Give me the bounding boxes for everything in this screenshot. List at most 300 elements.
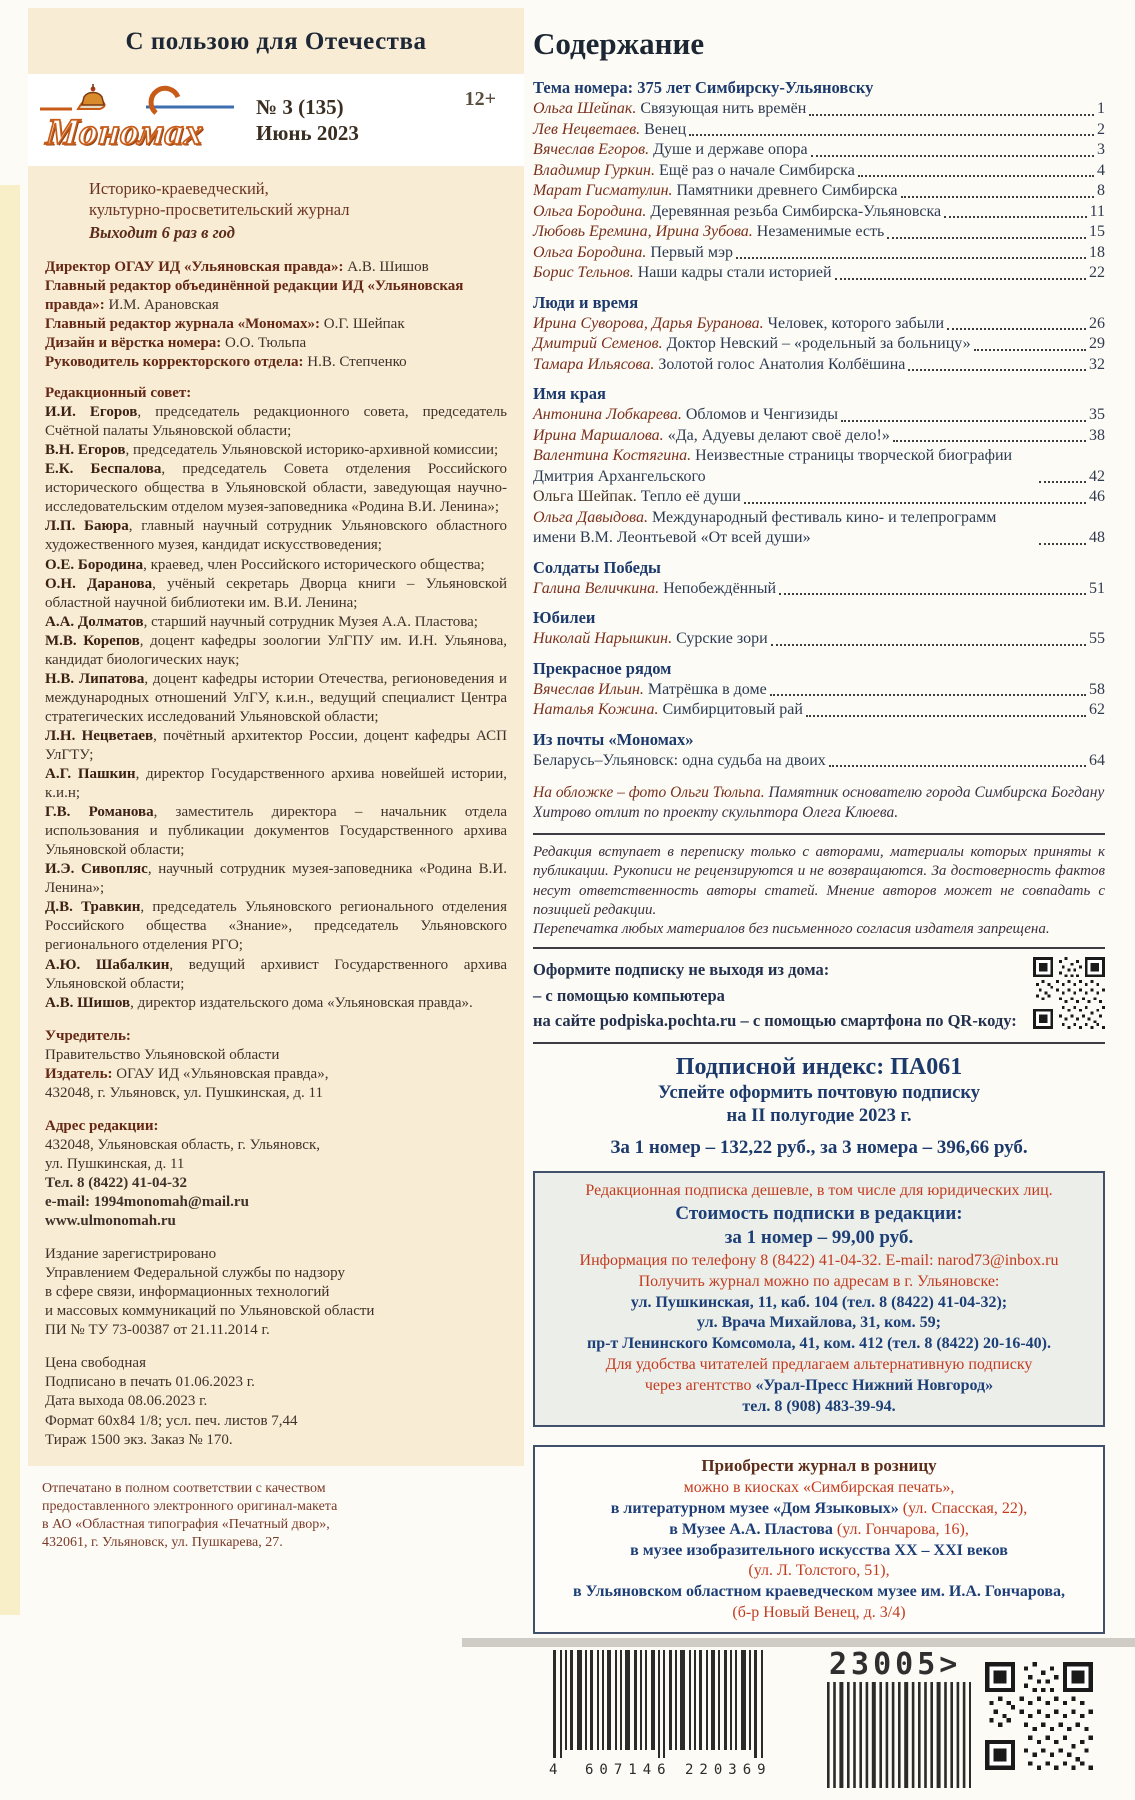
board-member [45,860,507,898]
toc-entry-text [533,120,686,141]
staff-entry [45,277,507,315]
toc-entry-title: Деревянная резьба Симбирска-Ульяновска [650,202,942,220]
printing-house-line: 432061, г. Ульяновск, ул. Пушкарева, 27. [42,1535,283,1551]
toc-entry [533,680,1105,701]
toc-entry-author: Любовь Еремина, Ирина Зубова. [533,223,757,240]
dotted-leader [811,155,1094,157]
subscribe-home-line: – с помощью компьютера [533,985,725,1005]
motto-block [28,8,524,74]
subscription-box-line [545,1272,1093,1293]
text-segment: в литературном музее «Дом Языковых» [610,1500,903,1518]
subscription-box-line [545,1334,1093,1355]
board-member-name: М.В. Корепов [45,632,140,649]
board-member-name: Д.В. Травкин [45,899,141,916]
text-segment: Получить журнал можно по адресам в г. Ульяновске: [638,1272,1000,1290]
text-segment: (ул. Л. Толстого, 51), [748,1562,890,1580]
registration-line: в сфере связи, информационных технологий [45,1284,330,1301]
toc-section [533,558,1105,600]
dotted-leader [858,175,1094,177]
toc-entry [533,99,1105,120]
toc-entry-text [533,314,944,335]
toc-entry-title: Обломов и Ченгизиды [685,406,839,423]
subtitle-line: культурно-просветительский журнал [89,200,350,220]
address-label: Адрес редакции: [45,1117,159,1134]
registration-line: Управлением Федеральной службы по надзору [45,1265,345,1282]
staff-value: И.М. Арановская [104,296,219,313]
toc-page-number: 48 [1089,529,1105,546]
board-member-name: О.Е. Бородина [45,556,144,573]
toc-entry-author: Борис Тельнов. [533,264,638,281]
toc-entry-title: Первый мэр [650,243,734,261]
staff-list [45,258,507,372]
board-member-role: , председатель редакционного совета, председатель Счётной палаты Ульяновской области; [45,404,507,440]
print-info-line: Формат 60х84 1/8; усл. печ. листов 7,44 [45,1412,298,1429]
dotted-leader [901,196,1094,198]
subtitle-line: Историко-краеведческий, [89,179,269,198]
board-member-name: А.В. Шишов [45,994,131,1011]
board-member [45,556,507,575]
board-member [45,994,507,1013]
subscribe-from-home-block [533,957,1105,1034]
staff-value: А.В. Шишов [343,258,429,275]
toc-section [533,293,1105,376]
print-info-line: Подписано в печать 01.06.2023 г. [45,1374,255,1391]
toc-entry-author: Антонина Лобкарева. [533,406,686,423]
text-segment: пр-т Ленинского Комсомола, 41, ком. 412 (тел. 8 (8422) 20-16-40). [586,1335,1051,1353]
address-line: ул. Пушкинская, д. 11 [45,1155,185,1172]
dotted-leader [947,328,1086,330]
toc-page-number: 58 [1089,680,1105,698]
board-member [45,803,507,860]
board-member-name: Л.П. Баюра [45,518,129,535]
board-member-role: , заместитель директора – начальник отдела использования и публикации документов Государственного архива Ульяновской области; [45,804,507,859]
cover-note-segment: Памятник основателю города Симбирска Богдану Хитрово отлит по проекту скульптора Олега Клюева. [533,784,1105,822]
toc-entry [533,700,1105,721]
board-member-name: О.Н. Даранова [45,575,153,592]
staff-label: Дизайн и вёрстка номера: [45,335,222,352]
board-member [45,632,507,670]
toc-page-number: 55 [1089,630,1105,647]
retail-box-line [545,1478,1093,1499]
print-run-block [45,1354,507,1449]
publisher-address: 432048, г. Ульяновск, ул. Пушкинская, д. 11 [45,1084,323,1101]
toc-entry-author: Тамара Ильясова. [533,355,659,373]
toc-page-number: 42 [1089,467,1105,485]
toc-entry-title: Ещё раз о начале Симбирска [658,161,855,179]
print-info-line: Дата выхода 08.06.2023 г. [45,1393,208,1410]
founder-value: Правительство Ульяновской области [45,1046,280,1063]
staff-entry [45,315,507,334]
text-segment: ул. Пушкинская, 11, каб. 104 (тел. 8 (8422) 41-04-32); [630,1293,1008,1311]
scan-edge-bottom [462,1638,1135,1647]
board-member [45,898,507,955]
subscription-cta-line1: Успейте оформить почтовую подписку [657,1082,981,1103]
registration-line: и массовых коммуникаций по Ульяновской области [45,1303,375,1320]
toc-entry-text [533,700,803,721]
cover-note-segment: На обложке – фото Ольги Тюльпа. [533,784,769,801]
toc-page-number: 22 [1089,264,1105,281]
table-of-contents-column [533,26,1105,1800]
subscription-box-line [545,1293,1093,1314]
toc-entry-title: Венец [644,120,687,138]
retail-box-line [545,1499,1093,1520]
toc-section [533,384,1105,549]
board-member [45,956,507,994]
text-segment: (ул. Гончарова, 16), [836,1520,969,1538]
founder-block [45,1027,507,1103]
retail-box-line [545,1561,1093,1582]
dotted-leader [835,278,1086,280]
logo-wordmark: Мономах [44,112,206,153]
barcodes-row [533,1650,1105,1800]
board-member-role: , доцент кафедры зоологии УлГПУ им. И.Н. Ульянова, кандидат биологических наук; [45,632,507,668]
dotted-leader [1039,543,1086,545]
text-segment: можно в киосках «Симбирская печать», [683,1479,955,1497]
toc-entry-title: Неизвестные страницы творческой биографии Дмитрия Архангельского [533,447,1013,485]
retail-box-line [545,1603,1093,1624]
text-segment: Редакционная подписка дешевле, в том числе для юридических лиц. [585,1181,1053,1199]
toc-entry-author: Дмитрий Семенов. [533,335,667,352]
toc-entry-author: Лев Нецветаев. [533,120,645,138]
divider [533,833,1105,835]
printing-house-block [42,1480,524,1553]
dotted-leader [944,216,1086,218]
toc-page-number: 38 [1089,426,1105,444]
toc-entry [533,334,1105,355]
toc-entry-author: Вячеслав Егоров. [533,141,654,158]
toc-entry [533,140,1105,161]
magazine-motto: С пользою для Отечества [125,28,427,55]
printing-house-line: в АО «Областная типография «Печатный двор», [42,1516,330,1532]
toc-page-number: 2 [1097,120,1105,138]
staff-label: Руководитель корректорского отдела: [45,354,304,371]
address-line: 432048, Ульяновская область, г. Ульяновск, [45,1136,320,1153]
toc-entry-text [533,508,1036,549]
toc-entry-text [533,334,971,355]
board-member-role: , научный сотрудник музея-заповедника «Родина В.И. Ленина»; [45,861,507,897]
toc-entry [533,426,1105,447]
board-member-name: Н.В. Липатова [45,670,145,687]
toc-entry-author: Галина Величкина. [533,579,664,597]
toc-entry-title: Сурские зори [676,630,768,647]
divider [533,947,1105,949]
toc-entry [533,314,1105,335]
toc-entry-author: Николай Нарышкин. [533,630,677,647]
text-segment: ул. Врача Михайлова, 31, ком. 59; [696,1314,941,1332]
staff-entry [45,258,507,277]
toc-section [533,78,1105,284]
toc-entry [533,579,1105,600]
toc-section-header: Люди и время [533,292,639,312]
colophon-column [28,8,524,1552]
toc-page-number: 46 [1089,488,1105,505]
toc-page-number: 18 [1089,243,1105,261]
toc-entry-text [533,355,905,376]
board-member [45,727,507,765]
toc-page-number: 35 [1089,406,1105,423]
toc-entry-author: Ирина Маршалова. [533,426,668,444]
svg-text:23005>: 23005> [829,1649,962,1682]
toc-entry-text [533,751,826,772]
text-segment: Для удобства читателей предлагаем альтернативную подписку [605,1356,1033,1374]
toc-page-number: 1 [1097,100,1105,117]
board-member-name: Е.К. Беспалова [45,461,162,478]
registration-line: Издание зарегистрировано [45,1246,217,1263]
subscribe-home-lines [533,957,1017,1034]
dotted-leader [736,257,1086,259]
svg-text:4: 4 [549,1761,558,1778]
toc-entry-title: Человек, которого забыли [767,314,945,332]
toc-entry [533,202,1105,223]
toc-entry-title: Наши кадры стали историей [637,264,832,281]
board-member [45,460,507,517]
toc-page-number: 64 [1089,751,1105,769]
founder-label: Учредитель: [45,1027,131,1044]
board-member-role: , председатель Совета отделения Российского исторического общества в Ульяновской области, заведующая научно-исследовательским отделом музея-заповедника «Родина В.И. Ленина»; [45,461,508,516]
toc-entry [533,508,1105,549]
toc-entry-author: Владимир Гуркин. [533,161,659,179]
colophon-body [28,166,524,1466]
board-member-role: , старший научный сотрудник Музея А.А. Пластова; [143,613,478,630]
subscribe-home-line: Оформите подписку не выходя из дома: [533,960,830,980]
toc-section-header: Юбилеи [533,608,596,627]
toc-entry [533,161,1105,182]
toc-entry-author: Марат Гисматулин. [533,182,677,199]
board-member-role: , председатель Ульяновской историко-архивной комиссии; [125,442,499,459]
toc-entry-title: Доктор Невский – «родельный за больницу» [666,335,971,352]
toc-page-number: 8 [1097,182,1105,199]
toc-page-number: 26 [1089,314,1105,332]
board-member-name: В.Н. Егоров [45,442,126,459]
subscription-box-line [545,1355,1093,1376]
toc-entry-text [533,222,884,243]
toc-entry-author: Ольга Шейпак. [533,488,641,505]
toc-entry-title: Тепло её души [640,488,741,505]
toc-entry-author: Ольга Шейпак. [533,100,641,117]
toc-page-number: 11 [1089,202,1105,220]
text-segment: Стоимость подписки в редакции: [675,1202,963,1224]
dotted-leader [841,420,1086,422]
board-member [45,575,507,613]
editorial-disclaimer [533,843,1105,939]
age-rating-badge: 12+ [464,88,496,110]
toc-section-header: Солдаты Победы [533,557,661,577]
toc-entry-title: Золотой голос Анатолия Колбёшина [658,355,906,373]
toc-entry-text [533,161,855,182]
subscription-index: Подписной индекс: ПА061 [675,1053,963,1080]
board-member-name: А.Ю. Шабалкин [45,956,170,973]
retail-box-line [545,1541,1093,1562]
subscription-prices: За 1 номер – 132,22 руб., за 3 номера – 396,66 руб. [610,1136,1028,1158]
dotted-leader [779,593,1086,595]
toc-entry-author: Ольга Давыдова. [533,508,652,526]
toc-entry-author: Ольга Бородина. [533,243,651,261]
toc-section-header: Имя края [533,384,606,403]
dotted-leader [887,237,1086,239]
staff-value: Н.В. Степченко [303,354,407,371]
toc-section-header: Тема номера: 375 лет Симбирску-Ульяновску [533,78,874,97]
issue-month: Июнь 2023 [256,121,359,145]
board-member [45,613,507,632]
postal-barcode [821,1650,971,1790]
divider [533,1042,1105,1044]
text-segment: «Урал-Пресс Нижний Новгород» [755,1376,994,1394]
staff-entry [45,334,507,353]
text-segment: (б-р Новый Венец, д. 3/4) [732,1604,906,1622]
scan-edge-strip [0,185,20,1615]
toc-entry-text [533,487,741,508]
toc-entry-text [533,181,898,202]
dotted-leader [689,134,1094,136]
toc-entry-text [533,243,733,264]
toc-title: Содержание [533,26,705,61]
text-segment: тел. 8 (908) 483-39-94. [742,1397,896,1415]
publication-frequency: Выходит 6 раз в год [89,222,235,242]
board-member-name: А.Г. Пашкин [45,766,136,783]
subscription-box-line [545,1226,1093,1251]
masthead-band [28,74,524,166]
staff-label: Главный редактор объединённой редакции ИД «Ульяновская правда»: [45,277,464,313]
toc-entry-title: Международный фестиваль кино- и телепрограмм имени В.М. Леонтьевой «От всей души» [533,508,997,546]
disclaimer-paragraph: Перепечатка любых материалов без письменного согласия издателя запрещена. [533,921,1050,938]
retail-box-line [545,1455,1093,1478]
board-member-role: , краевед, член Российского исторического общества; [143,556,485,573]
phone-number: Тел. 8 (8422) 41-04-32 [45,1174,187,1191]
toc-entry [533,446,1105,487]
text-segment: через агентство [644,1376,756,1394]
retail-box-line [545,1520,1093,1541]
toc-entry-title: Беларусь–Ульяновск: одна судьба на двоих [533,751,826,769]
toc-entry-text [533,202,941,223]
toc-page-number: 4 [1097,161,1105,179]
board-member-name: Г.В. Романова [45,804,154,821]
toc-entry-text [533,579,776,600]
dotted-leader [806,715,1086,717]
subscription-box-line [545,1202,1093,1227]
toc-page-number: 32 [1089,355,1105,373]
toc-entry-text [533,426,890,447]
toc-entry [533,243,1105,264]
magazine-subtitle [89,178,507,221]
toc-entry [533,355,1105,376]
board-member-role: , ведущий архивист Государственного архива Ульяновской области; [45,956,507,992]
toc-section [533,730,1105,772]
board-member [45,441,507,460]
board-member [45,517,507,555]
staff-value: О.Г. Шейпак [320,315,405,332]
toc-page-number: 62 [1089,701,1105,718]
text-segment: в музее изобразительного искусства XX – XXI веков [630,1541,1008,1559]
toc-entry-text [533,263,832,284]
board-member-name: А.А. Долматов [45,613,144,630]
toc-section-header: Прекрасное рядом [533,658,672,678]
toc-entry [533,487,1105,508]
board-member-role: , директор издательского дома «Ульяновская правда». [130,994,473,1011]
print-info-line: Тираж 1500 экз. Заказ № 170. [45,1431,233,1448]
subscribe-home-line: на сайте podpiska.pochta.ru – с помощью смартфона по QR-коду: [533,1011,1017,1031]
toc-entry-text [533,446,1036,487]
toc-entry-title: Непобеждённый [663,579,777,597]
dotted-leader [829,765,1086,767]
board-member-role: , почётный архитектор России, доцент кафедры АСП УлГТУ; [45,727,507,763]
email-address: e-mail: 1994monomah@mail.ru [45,1194,249,1211]
toc-entry-text [533,405,838,426]
dotted-leader [744,502,1086,504]
toc-page-number: 29 [1089,335,1105,352]
board-member-role: , учёный секретарь Дворца книги – Ульяновской областной научной библиотеки им. В.И. Ленина; [45,575,507,611]
subscription-box-line [545,1313,1093,1334]
toc-page-number: 51 [1089,579,1105,597]
dotted-leader [893,440,1086,442]
toc-entry-text [533,680,767,701]
dotted-leader [1039,481,1086,483]
toc-entry [533,629,1105,650]
svg-text:220369: 220369 [685,1761,772,1778]
text-segment: за 1 номер – 99,00 руб. [724,1227,914,1249]
toc-entry-text [533,140,808,161]
toc-section [533,659,1105,721]
toc-page-number: 3 [1097,141,1105,158]
toc-entry-author: Наталья Кожина. [533,701,663,718]
website-url: www.ulmonomah.ru [45,1213,176,1230]
text-segment: Информация по телефону 8 (8422) 41-04-32. E-mail: narod73@inbox.ru [579,1252,1059,1270]
toc-entry-author: Вячеслав Ильин. [533,680,648,698]
disclaimer-paragraph: Редакция вступает в переписку только с авторами, материалы которых приняты к публикации. Рукописи не рецензируются и не возвращаются. За достоверность фактов несут ответственность авторы статей. Мнение авторов может не совпадать с позицией редакции. [533,844,1105,918]
publisher-label: Издатель: [45,1065,113,1082]
toc-entry [533,263,1105,284]
toc-page-number: 15 [1089,223,1105,240]
toc-entry [533,222,1105,243]
toc-entry [533,405,1105,426]
toc-entry-title: Незаменимые есть [756,223,885,240]
editorial-board-title: Редакционный совет: [45,385,192,402]
qr-code-icon [985,1662,1093,1770]
dotted-leader [974,349,1086,351]
board-member-role: , доцент кафедры истории Отечества, регионоведения и международных отношений УлГУ, к.и.н., ведущий специалист Центра стратегических исследований Ульяновской области; [45,670,507,725]
toc-entry-text [533,629,768,650]
board-member-role: , председатель Ульяновского регионального отделения Российского общества «Знание», председатель Ульяновского регионального отделения РГО; [45,899,507,954]
text-segment: Приобрести журнал в розницу [701,1456,937,1476]
registration-block [45,1245,507,1340]
board-member [45,670,507,727]
board-member-name: И.И. Егоров [45,404,138,421]
dotted-leader [809,114,1094,116]
toc-entry [533,181,1105,202]
qr-code-icon [1033,957,1105,1029]
toc-entry-title: Душе и державе опора [653,141,808,158]
board-member-role: , главный научный сотрудник Ульяновского областного художественного музея, кандидат искусствоведения; [45,518,507,554]
registration-line: ПИ № ТУ 73-00387 от 21.11.2014 г. [45,1322,270,1339]
ean-barcode [547,1650,785,1778]
issue-number-block [256,94,359,147]
svg-text:607146: 607146 [585,1761,672,1778]
text-segment: (ул. Спасская, 22), [902,1500,1028,1518]
retail-points-box [533,1445,1105,1633]
price-note: Цена свободная [45,1355,146,1372]
toc-section [533,608,1105,650]
toc-section-header: Из почты «Мономах» [533,729,694,749]
toc-entry [533,120,1105,141]
board-member-name: Л.Н. Нецветаев [45,727,154,744]
text-segment: в Ульяновском областном краеведческом музее им. И.А. Гончарова, [572,1583,1066,1601]
toc-entry-title: «Да, Адуевы делают своё дело!» [667,426,890,444]
subscription-box-line [545,1181,1093,1202]
toc-entry-title: Матрёшка в доме [647,680,767,698]
subscription-index-block [533,1054,1105,1159]
editorial-address-block [45,1117,507,1231]
dotted-leader [908,369,1086,371]
editorial-subscription-box [533,1171,1105,1428]
